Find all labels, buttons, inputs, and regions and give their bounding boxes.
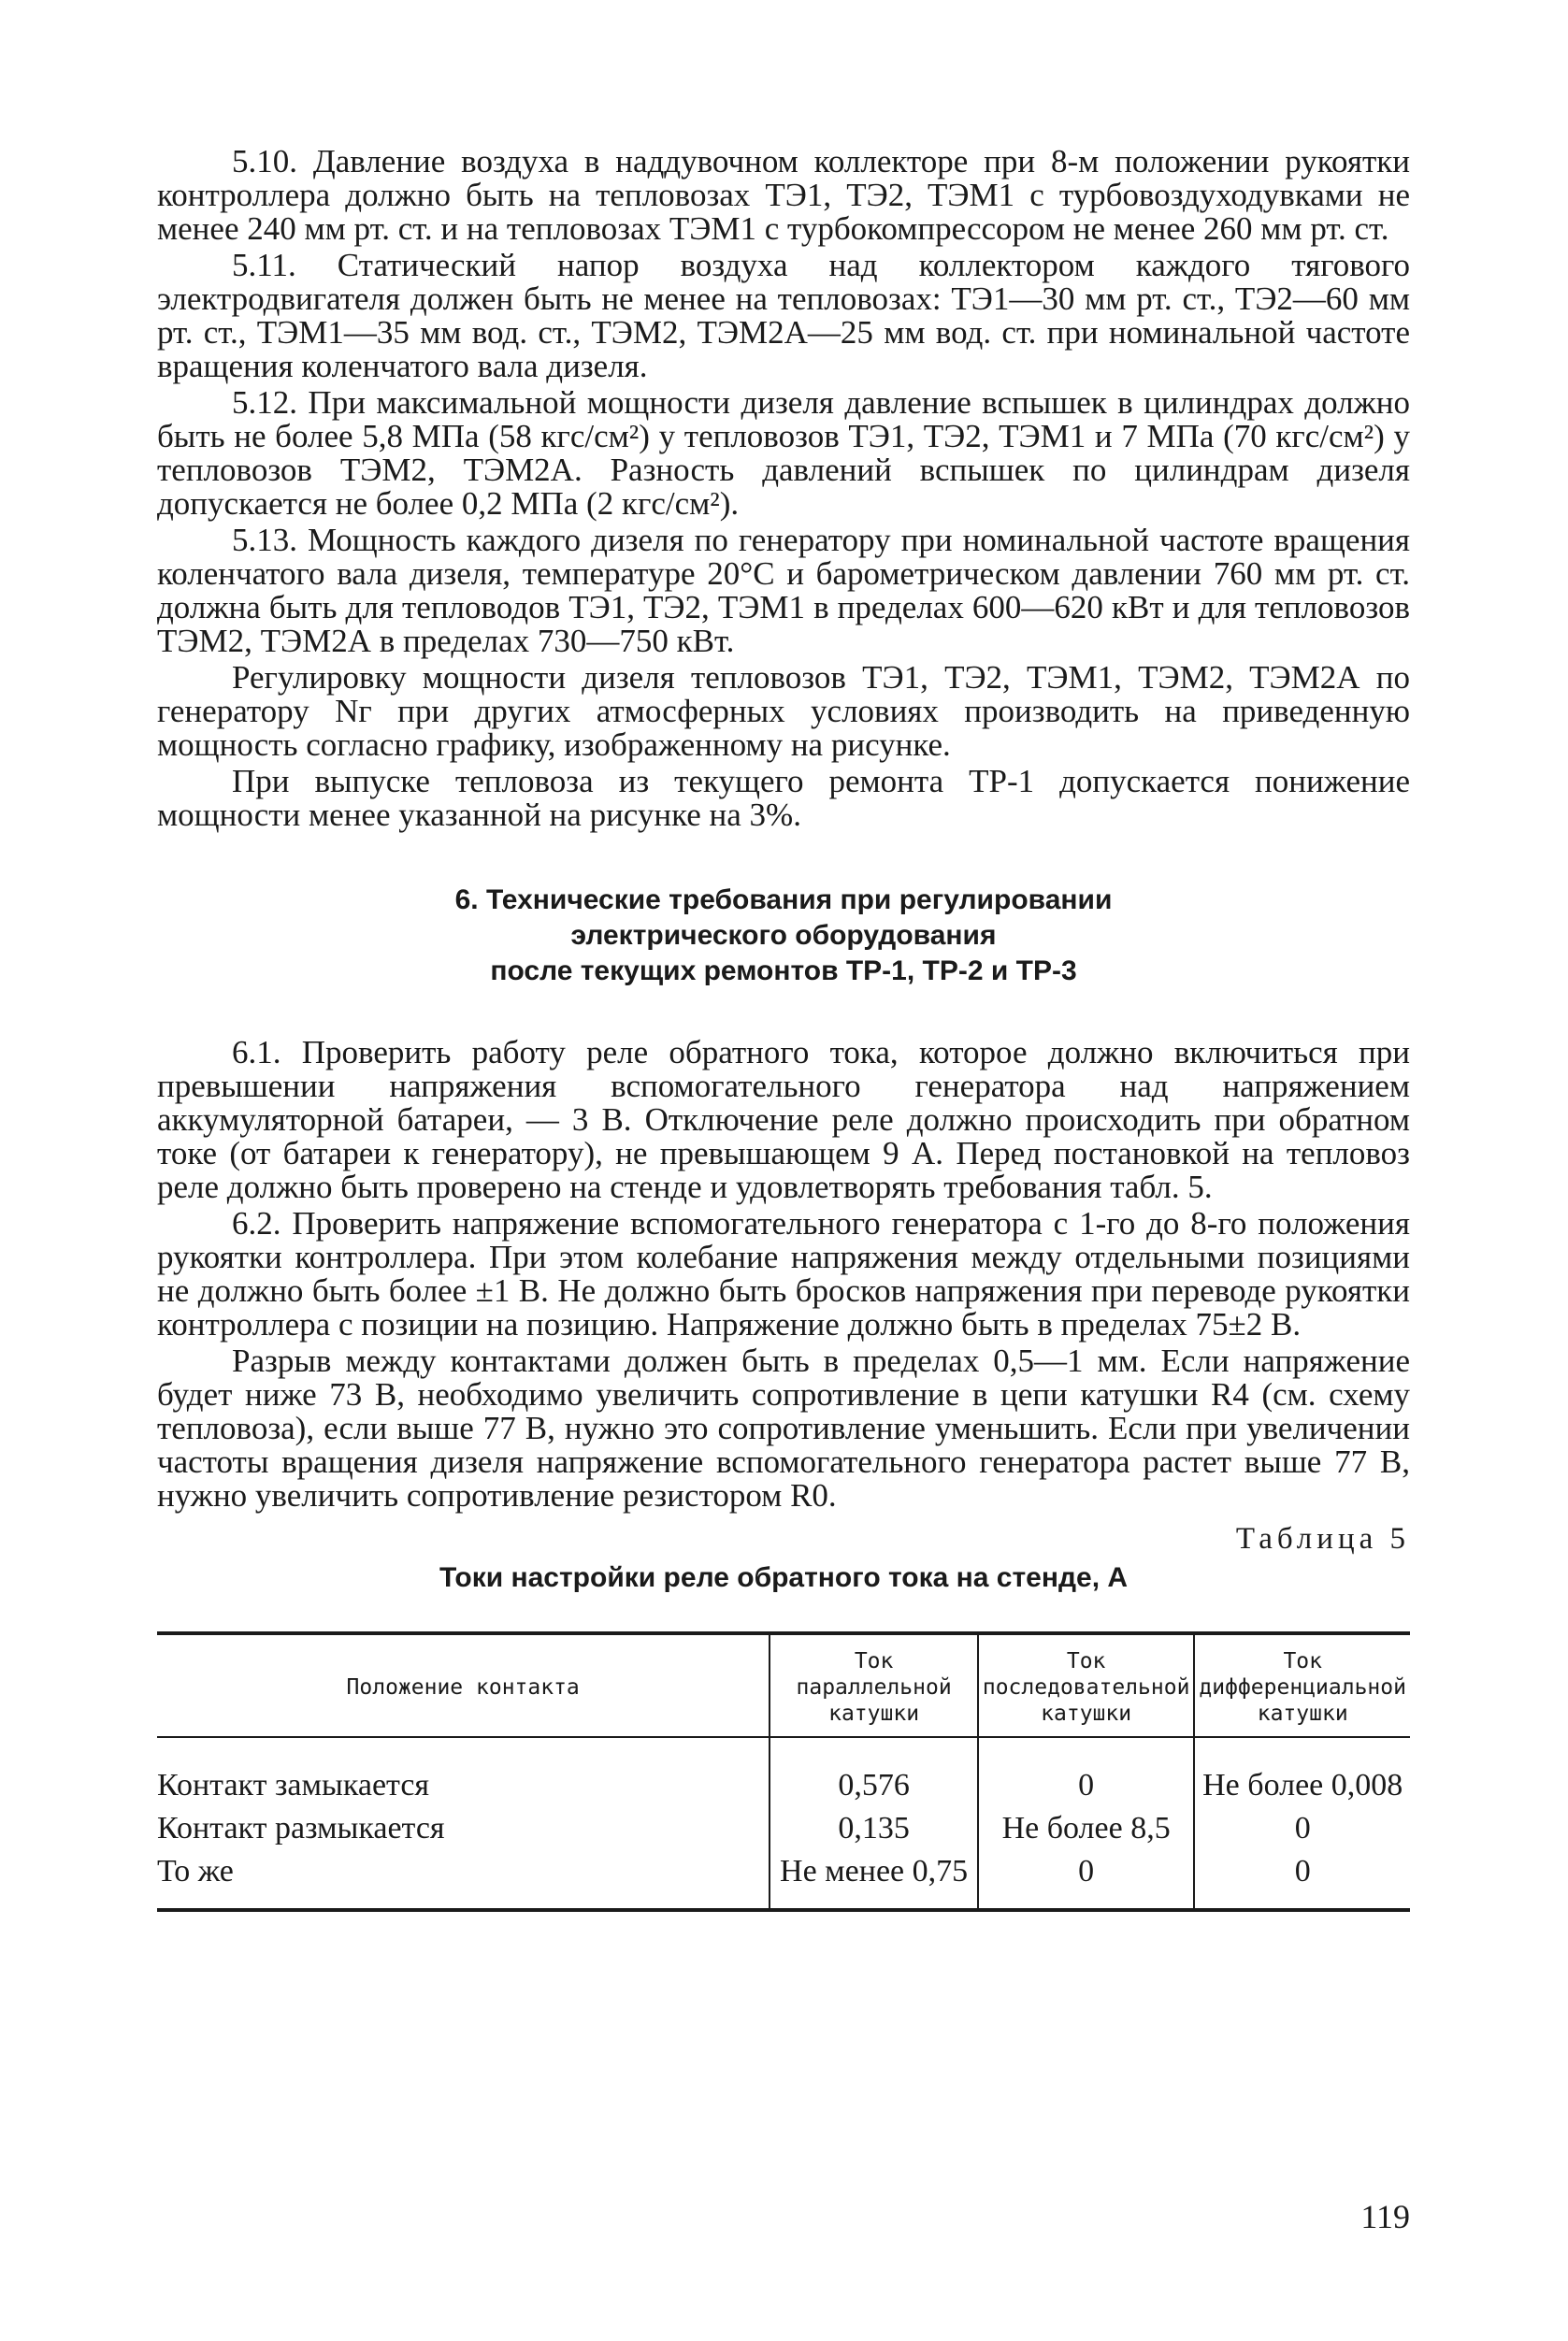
section-title-line-1: 6. Технические требования при регулировании xyxy=(454,884,1113,915)
table-cell: 0 xyxy=(1194,1850,1410,1910)
header-parallel-coil: Ток параллельной катушки xyxy=(770,1633,978,1737)
table-cell: Контакт замыкается xyxy=(157,1768,430,1802)
relay-current-table xyxy=(157,1631,1410,1912)
table-cell: 0 xyxy=(978,1737,1195,1807)
table-cell: То же xyxy=(157,1854,234,1889)
table-cell: 0,135 xyxy=(770,1807,978,1850)
paragraph-5-10: 5.10. Давление воздуха в наддувочном коллекторе при 8-м положении рукоятки контроллера должно быть на тепловозах ТЭ1, ТЭ2, ТЭМ1 с турбовоздуходувками не менее 240 мм рт. ст. и на тепловозах ТЭМ1 с турбокомпрессором не менее 260 мм рт. ст. xyxy=(157,143,1410,247)
table-label: Таблица 5 xyxy=(1235,1522,1410,1556)
table-row xyxy=(157,1737,1410,1807)
table-cell: Контакт размыкается xyxy=(157,1811,445,1846)
table-row xyxy=(157,1807,1410,1850)
header-contact-position: Положение контакта xyxy=(157,1633,770,1737)
table-title: Токи настройки реле обратного тока на стенде, А xyxy=(439,1562,1129,1593)
table-row xyxy=(157,1850,1410,1910)
section-title xyxy=(157,883,1410,989)
paragraph-contact-gap: Разрыв между контактами должен быть в пределах 0,5—1 мм. Если напряжение будет ниже 73 В, необходимо увеличить сопротивление в цепи катушки R4 (см. схему тепловоза), если выше 77 В, нужно это сопротивление уменьшить. Если при увеличении частоты вращения дизеля напряжение вспомогательного генератора растет выше 77 В, нужно увеличить сопротивление резистором R0. xyxy=(157,1343,1410,1514)
table-header-row xyxy=(157,1633,1410,1737)
header-differential-coil: Ток дифференциальной катушки xyxy=(1194,1633,1410,1737)
table-cell: 0 xyxy=(978,1850,1195,1910)
table-cell: 0 xyxy=(1194,1807,1410,1850)
table-cell: 0,576 xyxy=(770,1737,978,1807)
paragraph-6-2: 6.2. Проверить напряжение вспомогательного генератора с 1-го до 8-го положения рукоятки контроллера. При этом колебание напряжения между отдельными позициями не должно быть более ±1 В. Не должно быть бросков напряжения при переводе рукоятки контроллера с позиции на позицию. Напряжение должно быть в пределах 75±2 В. xyxy=(157,1205,1410,1343)
paragraph-5-12: 5.12. При максимальной мощности дизеля давление вспышек в цилиндрах должно быть не более 5,8 МПа (58 кгс/см²) у тепловозов ТЭ1, ТЭ2, ТЭМ1 и 7 МПа (70 кгс/см²) у тепловозов ТЭМ2, ТЭМ2А. Разность давлений вспышек по цилиндрам дизеля допускается не более 0,2 МПа (2 кгс/см²). xyxy=(157,384,1410,522)
paragraph-6-1: 6.1. Проверить работу реле обратного тока, которое должно включиться при превышении напряжения вспомогательного генератора над напряжением аккумуляторной батареи, — 3 В. Отключение реле должно происходить при обратном токе (от батареи к генератору), не превышающем 9 А. Перед постановкой на тепловоз реле должно быть проверено на стенде и удовлетворять требования табл. 5. xyxy=(157,1034,1410,1205)
table-cell: Не более 0,008 xyxy=(1194,1737,1410,1807)
paragraph-5-13: 5.13. Мощность каждого дизеля по генератору при номинальной частоте вращения коленчатого вала дизеля, температуре 20°С и барометрическом давлении 760 мм рт. ст. должна быть для тепловодов ТЭ1, ТЭ2, ТЭМ1 в пределах 600—620 кВт и для тепловозов ТЭМ2, ТЭМ2А в пределах 730—750 кВт. xyxy=(157,522,1410,659)
paragraph-5-11: 5.11. Статический напор воздуха над коллектором каждого тягового электродвигателя должен быть не менее на тепловозах: ТЭ1—30 мм рт. ст., ТЭ2—60 мм рт. ст., ТЭМ1—35 мм вод. ст., ТЭМ2, ТЭМ2А—25 мм вод. ст. при номинальной частоте вращения коленчатого вала дизеля. xyxy=(157,247,1410,384)
table-cell: Не более 8,5 xyxy=(978,1807,1195,1850)
section-title-line-3: после текущих ремонтов ТР-1, ТР-2 и ТР-3 xyxy=(490,955,1077,986)
header-series-coil: Ток последовательной катушки xyxy=(978,1633,1195,1737)
page-number: 119 xyxy=(1360,2198,1410,2235)
paragraph-power-regulation: Регулировку мощности дизеля тепловозов ТЭ1, ТЭ2, ТЭМ1, ТЭМ2, ТЭМ2А по генератору Nг при других атмосферных условиях производить на приведенную мощность согласно графику, изображенному на рисунке. xyxy=(157,659,1410,763)
paragraph-power-reduction: При выпуске тепловоза из текущего ремонта ТР-1 допускается понижение мощности менее указанной на рисунке на 3%. xyxy=(157,763,1410,833)
table-cell: Не менее 0,75 xyxy=(770,1850,978,1910)
document-page xyxy=(157,145,1410,1912)
section-title-line-2: электрического оборудования xyxy=(570,920,997,951)
